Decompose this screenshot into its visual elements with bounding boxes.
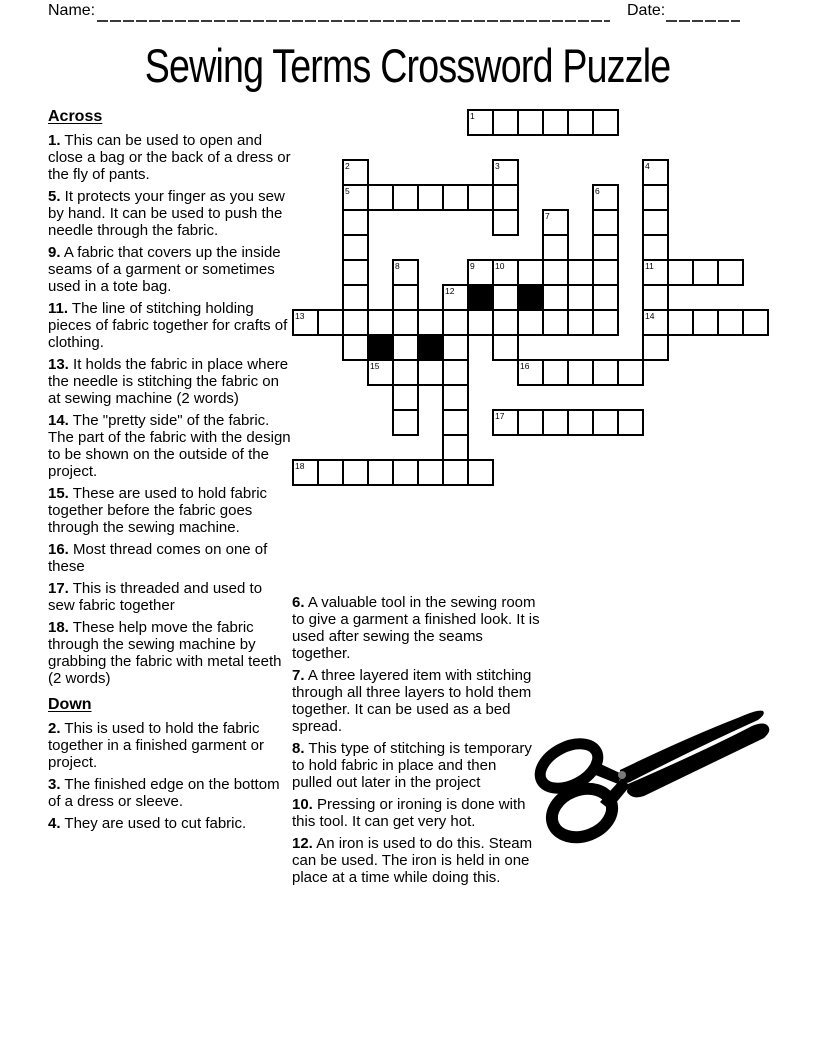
clue-text: Pressing or ironing is done with this tool. It can get very hot. bbox=[292, 796, 526, 830]
clue-item bbox=[292, 667, 540, 735]
clue-number: 4. bbox=[48, 815, 61, 832]
grid-cell[interactable] bbox=[518, 310, 543, 335]
grid-cell[interactable] bbox=[468, 185, 493, 210]
clue-column-left bbox=[48, 108, 291, 837]
grid-cell[interactable] bbox=[593, 235, 618, 260]
scissors-image bbox=[526, 698, 776, 861]
clue-number: 2. bbox=[48, 720, 61, 737]
grid-cell[interactable] bbox=[543, 260, 568, 285]
page-title-text: Sewing Terms Crossword Puzzle bbox=[145, 39, 671, 92]
clue-text: This is threaded and used to sew fabric together bbox=[48, 580, 263, 614]
grid-cell[interactable] bbox=[643, 335, 668, 360]
grid-cell[interactable] bbox=[643, 285, 668, 310]
grid-cell[interactable] bbox=[493, 285, 518, 310]
grid-cell[interactable] bbox=[643, 210, 668, 235]
grid-cell[interactable] bbox=[443, 410, 468, 435]
grid-cell[interactable] bbox=[393, 460, 418, 485]
clue-item bbox=[48, 188, 291, 239]
grid-cell[interactable] bbox=[543, 360, 568, 385]
clue-item bbox=[48, 244, 291, 295]
clue-item bbox=[48, 356, 291, 407]
grid-cell[interactable] bbox=[368, 185, 393, 210]
across-clue-list bbox=[48, 132, 291, 687]
grid-cell[interactable] bbox=[343, 210, 368, 235]
grid-cell[interactable] bbox=[593, 310, 618, 335]
clue-text: It protects your finger as you sew by hand. It can be used to push the needle through the fabric. bbox=[48, 188, 285, 239]
clue-text: It holds the fabric in place where the needle is stitching the fabric on at sewing machine (2 words) bbox=[48, 356, 289, 407]
cell-number: 14 bbox=[645, 311, 655, 321]
cell-number: 5 bbox=[345, 186, 350, 196]
clue-text: The "pretty side" of the fabric. The part of the fabric with the design to be shown on the outside of the project. bbox=[48, 412, 291, 480]
grid-cell[interactable] bbox=[343, 335, 368, 360]
cell-number: 6 bbox=[595, 186, 600, 196]
cell-number: 18 bbox=[295, 461, 305, 471]
cell-number: 9 bbox=[470, 261, 475, 271]
grid-cell[interactable] bbox=[318, 460, 343, 485]
clue-text: A three layered item with stitching through all three layers to hold them together. It can be used as a bed spread. bbox=[292, 667, 532, 735]
grid-cell[interactable] bbox=[568, 360, 593, 385]
grid-cell[interactable] bbox=[668, 310, 693, 335]
cell-number: 7 bbox=[545, 211, 550, 221]
clue-item bbox=[48, 720, 291, 771]
clue-number: 11. bbox=[48, 300, 69, 317]
clue-item bbox=[48, 485, 291, 536]
grid-cell[interactable] bbox=[543, 285, 568, 310]
grid-cell[interactable] bbox=[343, 260, 368, 285]
clue-text: They are used to cut fabric. bbox=[60, 815, 247, 832]
grid-cell[interactable] bbox=[718, 260, 743, 285]
clue-item bbox=[292, 835, 540, 886]
grid-cell[interactable] bbox=[393, 385, 418, 410]
clue-item bbox=[48, 541, 291, 575]
clue-text: Most thread comes on one of these bbox=[48, 541, 268, 575]
clue-text: The finished edge on the bottom of a dress or sleeve. bbox=[48, 776, 280, 810]
cell-number: 3 bbox=[495, 161, 500, 171]
name-write-line bbox=[97, 20, 610, 22]
grid-cell[interactable] bbox=[568, 410, 593, 435]
cell-number: 12 bbox=[445, 286, 455, 296]
grid-black-cell bbox=[418, 335, 443, 360]
grid-cell[interactable] bbox=[593, 360, 618, 385]
grid-cell[interactable] bbox=[593, 260, 618, 285]
grid-cell[interactable] bbox=[643, 235, 668, 260]
clue-number: 15. bbox=[48, 485, 69, 502]
clue-number: 13. bbox=[48, 356, 69, 373]
grid-black-cell bbox=[518, 285, 543, 310]
clue-item bbox=[48, 580, 291, 614]
cell-number: 16 bbox=[520, 361, 530, 371]
grid-cell[interactable] bbox=[593, 285, 618, 310]
clue-text: These help move the fabric through the sewing machine by grabbing the fabric with metal teeth (2 words) bbox=[48, 619, 282, 687]
name-label: Name: bbox=[48, 2, 96, 19]
crossword-grid bbox=[292, 109, 769, 491]
grid-cell[interactable] bbox=[443, 335, 468, 360]
grid-cell[interactable] bbox=[543, 110, 568, 135]
scissors-icon bbox=[533, 711, 770, 846]
clue-item bbox=[48, 776, 291, 810]
clue-column-middle bbox=[292, 594, 540, 891]
grid-cell[interactable] bbox=[318, 310, 343, 335]
grid-cell[interactable] bbox=[518, 260, 543, 285]
clue-text: A fabric that covers up the inside seams of a garment or sometimes used in a tote bag. bbox=[48, 244, 281, 295]
grid-cell[interactable] bbox=[718, 310, 743, 335]
grid-cell[interactable] bbox=[493, 210, 518, 235]
grid-cell[interactable] bbox=[343, 460, 368, 485]
clue-number: 16. bbox=[48, 541, 69, 558]
grid-cell[interactable] bbox=[418, 360, 443, 385]
crossword-grid-svg bbox=[292, 109, 769, 486]
clue-number: 5. bbox=[48, 188, 61, 205]
grid-cell[interactable] bbox=[393, 335, 418, 360]
grid-cell[interactable] bbox=[493, 110, 518, 135]
grid-cell[interactable] bbox=[543, 310, 568, 335]
clue-item bbox=[48, 132, 291, 183]
clue-text: A valuable tool in the sewing room to give a garment a finished look. It is used after sewing the seams together. bbox=[292, 594, 540, 662]
grid-cell[interactable] bbox=[343, 285, 368, 310]
grid-cell[interactable] bbox=[618, 360, 643, 385]
grid-cell[interactable] bbox=[568, 110, 593, 135]
grid-cell[interactable] bbox=[443, 360, 468, 385]
clue-text: These are used to hold fabric together before the fabric goes through the sewing machine. bbox=[48, 485, 268, 536]
grid-cell[interactable] bbox=[518, 110, 543, 135]
grid-cell[interactable] bbox=[343, 235, 368, 260]
cell-number: 4 bbox=[645, 161, 650, 171]
clue-number: 1. bbox=[48, 132, 61, 149]
clue-number: 12. bbox=[292, 835, 313, 852]
grid-cell[interactable] bbox=[443, 310, 468, 335]
grid-cell[interactable] bbox=[568, 260, 593, 285]
grid-cell[interactable] bbox=[693, 260, 718, 285]
clue-item bbox=[48, 619, 291, 687]
cell-number: 17 bbox=[495, 411, 505, 421]
clue-item bbox=[48, 412, 291, 480]
clue-number: 17. bbox=[48, 580, 69, 597]
clue-number: 10. bbox=[292, 796, 313, 813]
clue-number: 8. bbox=[292, 740, 305, 757]
clue-text: This can be used to open and close a bag or the back of a dress or the fly of pants. bbox=[48, 132, 291, 183]
grid-cell[interactable] bbox=[493, 310, 518, 335]
clue-number: 18. bbox=[48, 619, 69, 636]
grid-cell[interactable] bbox=[343, 310, 368, 335]
cell-number: 10 bbox=[495, 261, 505, 271]
grid-cell[interactable] bbox=[443, 185, 468, 210]
grid-cell[interactable] bbox=[393, 185, 418, 210]
grid-cell[interactable] bbox=[543, 235, 568, 260]
grid-cell[interactable] bbox=[368, 310, 393, 335]
clue-text: This is used to hold the fabric together in a finished garment or project. bbox=[48, 720, 264, 771]
grid-cell[interactable] bbox=[443, 435, 468, 460]
clue-item bbox=[292, 740, 540, 791]
cell-number: 2 bbox=[345, 161, 350, 171]
cell-number: 8 bbox=[395, 261, 400, 271]
grid-cell[interactable] bbox=[593, 210, 618, 235]
clue-number: 7. bbox=[292, 667, 305, 684]
grid-cell[interactable] bbox=[418, 185, 443, 210]
across-heading: Across bbox=[48, 108, 103, 125]
clue-item bbox=[48, 815, 291, 832]
grid-cell[interactable] bbox=[668, 260, 693, 285]
clue-number: 3. bbox=[48, 776, 61, 793]
grid-cell[interactable] bbox=[643, 185, 668, 210]
clue-number: 9. bbox=[48, 244, 61, 261]
down-clue-list-left bbox=[48, 720, 291, 832]
grid-black-cell bbox=[468, 285, 493, 310]
grid-cell[interactable] bbox=[468, 310, 493, 335]
clue-text: The line of stitching holding pieces of fabric together for crafts of clothing. bbox=[48, 300, 288, 351]
cell-number: 15 bbox=[370, 361, 380, 371]
clue-number: 14. bbox=[48, 412, 69, 429]
grid-cell[interactable] bbox=[418, 460, 443, 485]
grid-cell[interactable] bbox=[393, 360, 418, 385]
grid-cell[interactable] bbox=[543, 410, 568, 435]
date-write-line bbox=[666, 20, 740, 22]
grid-black-cell bbox=[368, 335, 393, 360]
grid-cell[interactable] bbox=[493, 335, 518, 360]
date-label: Date: bbox=[627, 2, 666, 19]
grid-cell[interactable] bbox=[393, 410, 418, 435]
cell-number: 13 bbox=[295, 311, 305, 321]
grid-cell[interactable] bbox=[493, 185, 518, 210]
grid-cell[interactable] bbox=[393, 285, 418, 310]
scissors-pivot bbox=[618, 771, 626, 779]
grid-cell[interactable] bbox=[443, 460, 468, 485]
clue-text: An iron is used to do this. Steam can be used. The iron is held in one place at a time while doing this. bbox=[292, 835, 533, 886]
clue-number: 6. bbox=[292, 594, 305, 611]
grid-cell[interactable] bbox=[443, 385, 468, 410]
grid-cell[interactable] bbox=[593, 110, 618, 135]
grid-cell[interactable] bbox=[618, 410, 643, 435]
page-title bbox=[0, 38, 816, 93]
grid-cell[interactable] bbox=[468, 460, 493, 485]
down-clue-list-right bbox=[292, 594, 540, 886]
grid-cell[interactable] bbox=[743, 310, 768, 335]
grid-cell[interactable] bbox=[418, 310, 443, 335]
clue-text: This type of stitching is temporary to hold fabric in place and then pulled out later in the project bbox=[292, 740, 532, 791]
clue-item bbox=[292, 796, 540, 830]
cell-number: 11 bbox=[645, 261, 654, 271]
grid-cell[interactable] bbox=[368, 460, 393, 485]
cell-number: 1 bbox=[470, 111, 475, 121]
clue-item bbox=[292, 594, 540, 662]
clue-item bbox=[48, 300, 291, 351]
down-heading: Down bbox=[48, 696, 92, 713]
grid-cell[interactable] bbox=[393, 310, 418, 335]
grid-cell[interactable] bbox=[518, 410, 543, 435]
grid-cell[interactable] bbox=[593, 410, 618, 435]
grid-cell[interactable] bbox=[693, 310, 718, 335]
grid-cell[interactable] bbox=[568, 310, 593, 335]
